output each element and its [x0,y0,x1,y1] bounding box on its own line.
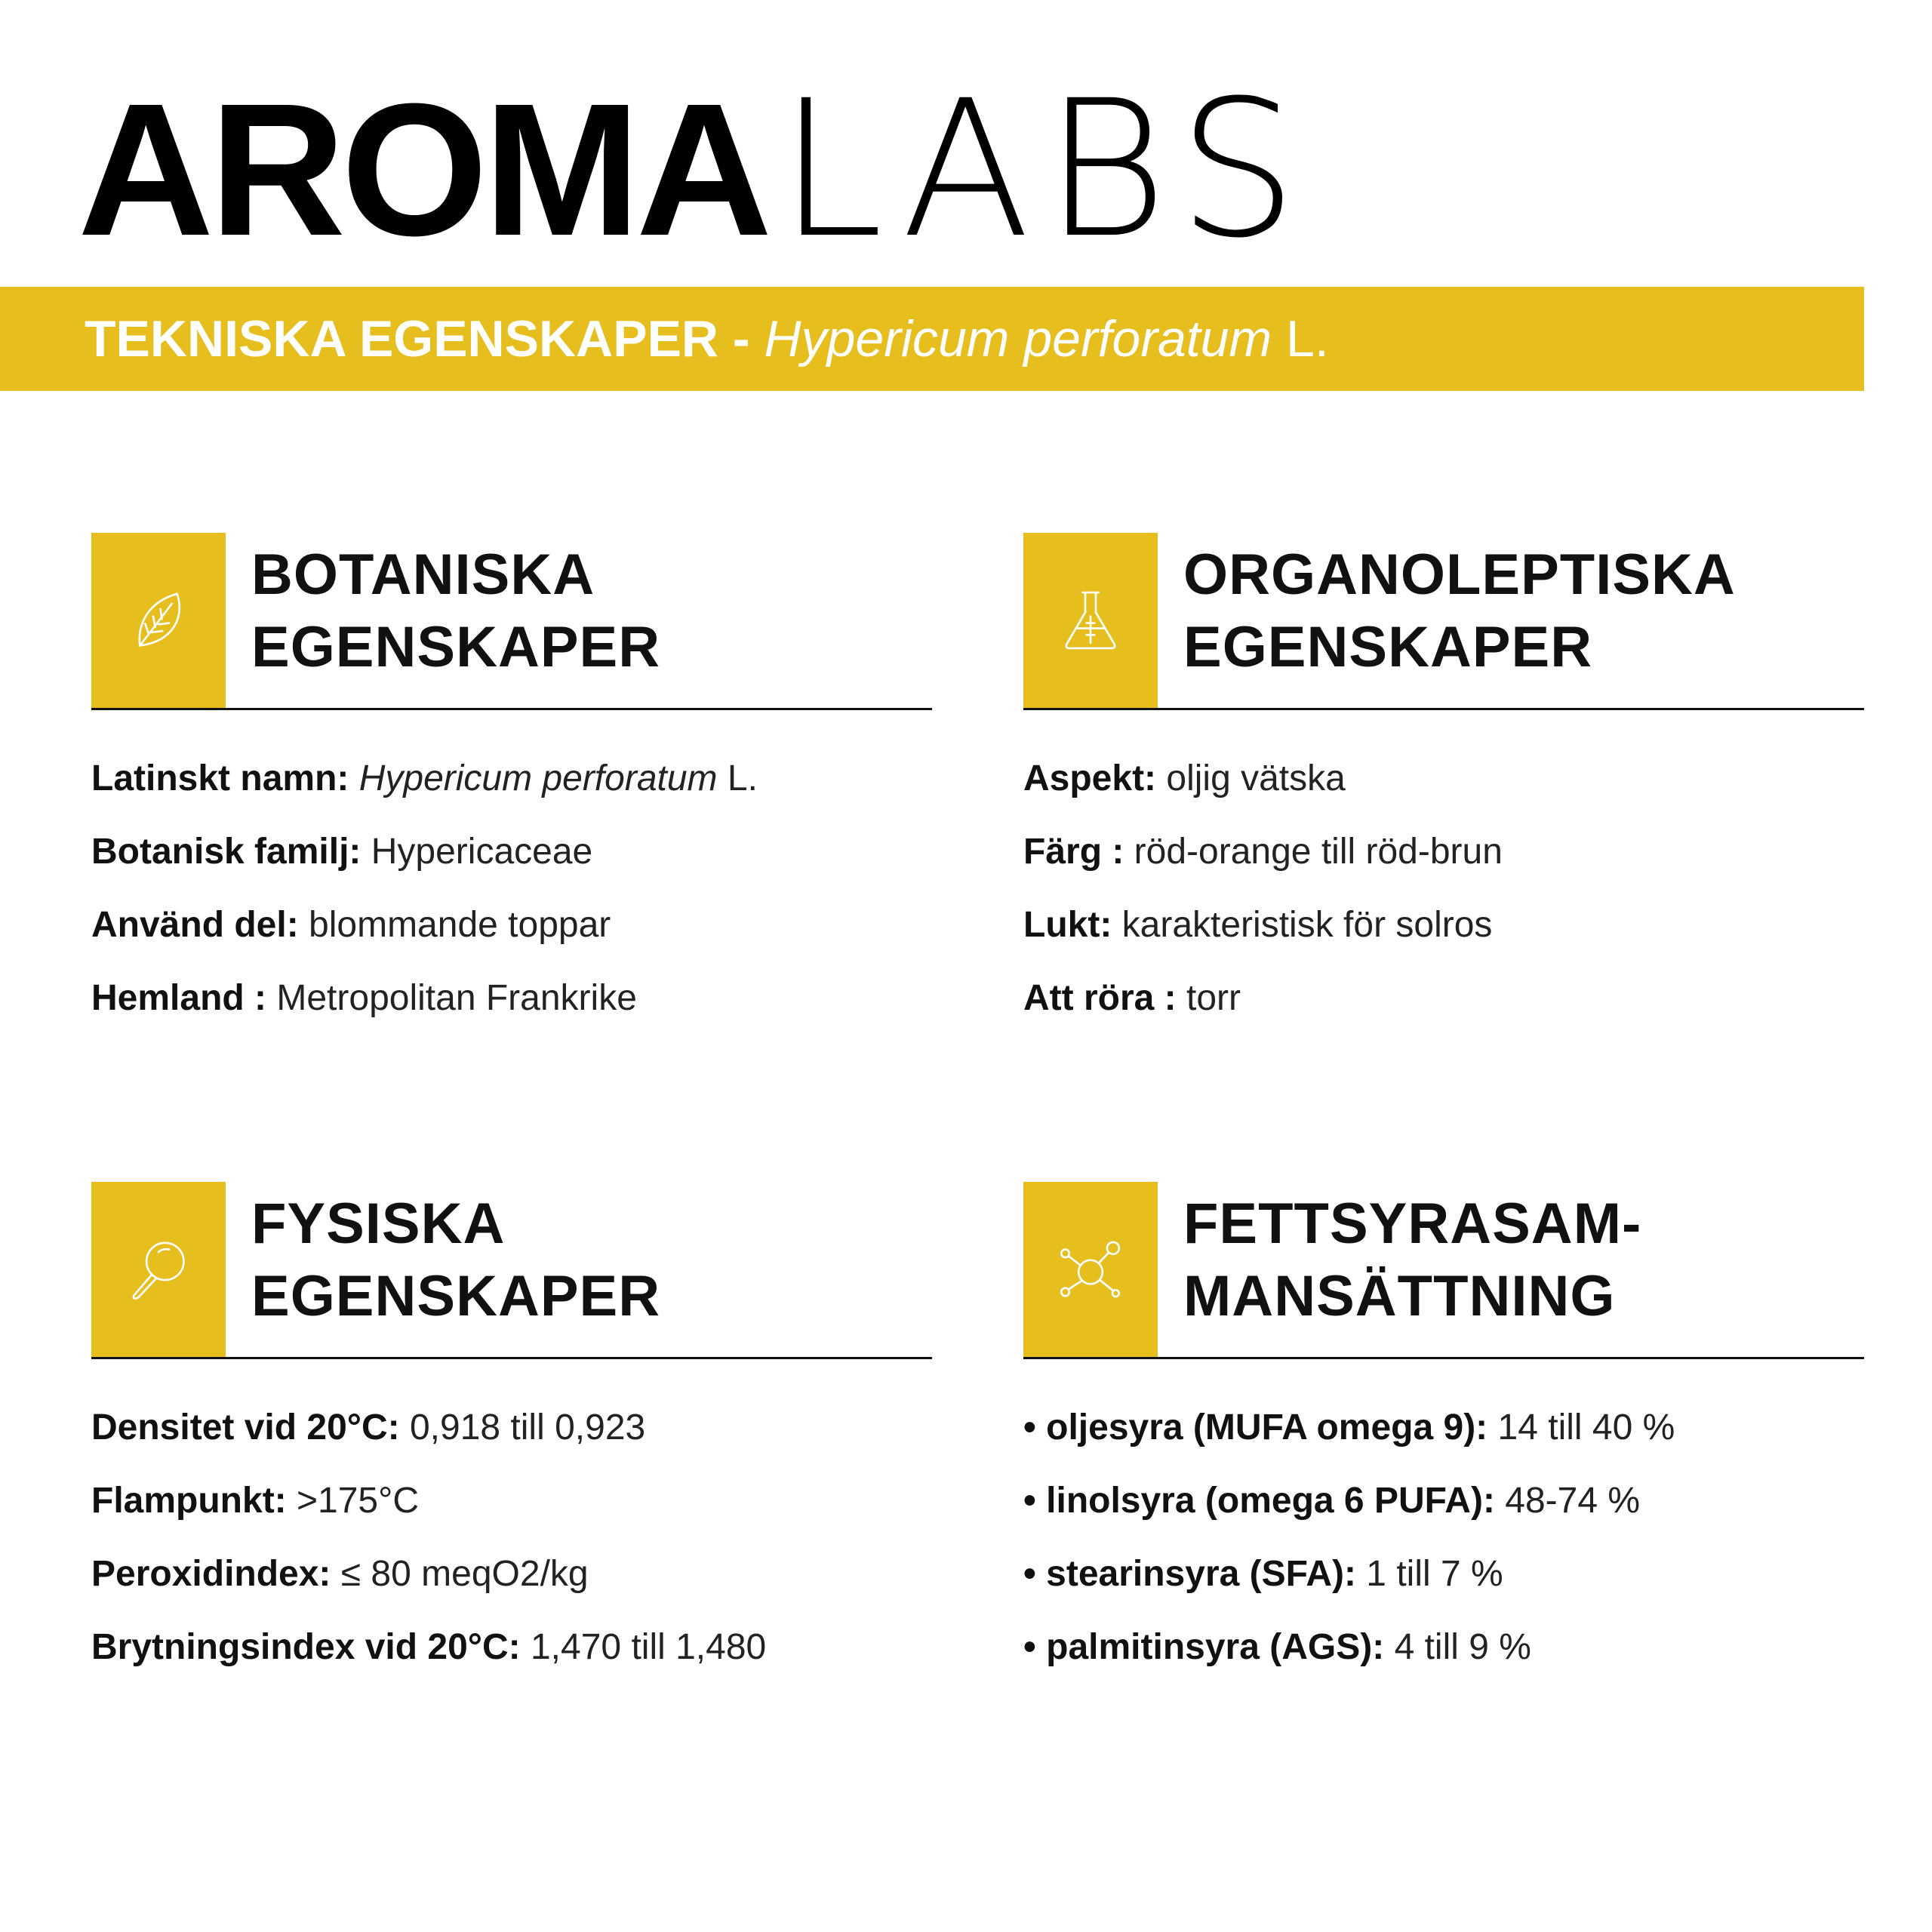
property-value: Hypericaceae [371,832,593,872]
property-item [1023,1391,1864,1464]
property-label: Lukt: [1023,905,1122,945]
section-header [1023,533,1864,710]
property-value: blommande toppar [309,905,611,945]
brand-logo [78,60,1312,279]
property-value: 1,470 till 1,480 [530,1627,767,1667]
section-fatty-acids [1023,1182,1864,1684]
property-list [91,1391,932,1684]
property-value: 48-74 % [1505,1481,1641,1521]
property-item [1023,1537,1864,1611]
property-value-italic: Hypericum perforatum [358,758,718,798]
section-title [251,1188,660,1333]
property-item [91,742,932,815]
section-title [251,539,660,684]
property-value: L. [717,758,758,798]
property-value: Metropolitan Frankrike [276,978,637,1018]
icon-box [91,533,226,708]
molecule-icon [1057,1236,1124,1303]
section-title-line1: FYSISKA [251,1192,506,1256]
property-list [1023,742,1864,1035]
property-label: Att röra : [1023,978,1186,1018]
property-label: • oljesyra (MUFA omega 9): [1023,1407,1498,1447]
property-label: Peroxidindex: [91,1554,341,1594]
banner-title [85,309,1329,368]
section-title-line2: EGENSKAPER [1183,615,1593,679]
property-item [91,1611,932,1684]
property-item [91,961,932,1035]
magnifier-icon [125,1236,192,1303]
property-value: karakteristisk för solros [1121,905,1493,945]
property-item [1023,888,1864,961]
property-label: Densitet vid 20°C: [91,1407,410,1447]
banner-species: Hypericum perforatum [764,310,1272,368]
brand-logo-light: LABS [778,60,1312,279]
banner-prefix: TEKNISKA EGENSKAPER - [85,310,764,368]
section-physical [91,1182,932,1684]
property-value: röd-orange till röd-brun [1134,832,1503,872]
section-title-line2: EGENSKAPER [251,1264,661,1328]
section-title-line1: FETTSYRASAM- [1183,1192,1642,1256]
property-label: Aspekt: [1023,758,1167,798]
section-title-line2: MANSÄTTNING [1183,1264,1616,1328]
property-label: Färg : [1023,832,1134,872]
title-banner [0,287,1864,391]
property-label: Hemland : [91,978,277,1018]
property-value: ≤ 80 meqO2/kg [340,1554,589,1594]
section-title [1183,539,1736,684]
property-item [1023,961,1864,1035]
section-title-line2: EGENSKAPER [251,615,661,679]
property-label: • palmitinsyra (AGS): [1023,1627,1395,1667]
section-botanical [91,533,932,1035]
section-header [91,533,932,710]
property-value: oljig vätska [1166,758,1346,798]
property-item [91,1391,932,1464]
property-item [91,888,932,961]
property-item [1023,742,1864,815]
leaf-icon [125,587,192,654]
property-item [1023,1611,1864,1684]
property-label: • linolsyra (omega 6 PUFA): [1023,1481,1506,1521]
section-header [1023,1182,1864,1359]
section-title [1183,1188,1641,1333]
property-label: Använd del: [91,905,309,945]
icon-box [1023,533,1158,708]
property-item [1023,1464,1864,1537]
property-label: Latinskt namn: [91,758,359,798]
property-label: Brytningsindex vid 20°C: [91,1627,531,1667]
property-item [91,815,932,888]
property-value: 14 till 40 % [1497,1407,1675,1447]
property-item [1023,815,1864,888]
icon-box [91,1182,226,1357]
property-list [1023,1391,1864,1684]
property-value: >175°C [297,1481,419,1521]
property-value: 4 till 9 % [1394,1627,1531,1667]
property-item [91,1464,932,1537]
brand-logo-bold: AROMA [78,64,768,275]
section-title-line1: BOTANISKA [251,543,595,607]
property-value: 1 till 7 % [1366,1554,1503,1594]
property-item [91,1537,932,1611]
property-list [91,742,932,1035]
icon-box [1023,1182,1158,1357]
property-label: Flampunkt: [91,1481,297,1521]
property-label: Botanisk familj: [91,832,371,872]
section-header [91,1182,932,1359]
property-label: • stearinsyra (SFA): [1023,1554,1367,1594]
section-organoleptic [1023,533,1864,1035]
property-value: 0,918 till 0,923 [409,1407,646,1447]
flask-icon [1057,587,1124,654]
property-value: torr [1186,978,1241,1018]
banner-suffix: L. [1272,310,1329,368]
section-title-line1: ORGANOLEPTISKA [1183,543,1736,607]
